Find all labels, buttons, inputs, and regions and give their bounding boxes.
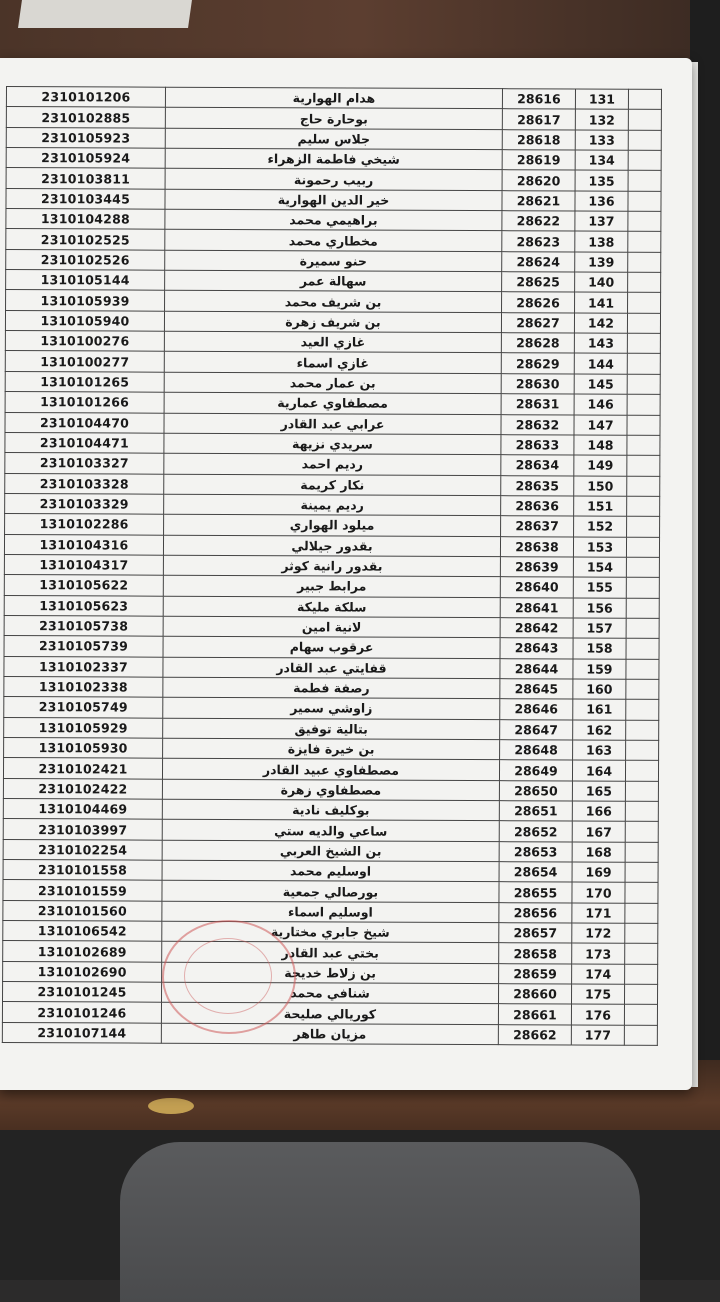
name-cell: حنو سميرة	[165, 250, 502, 272]
national-id-cell: 1310105940	[5, 310, 164, 331]
table-row	[3, 839, 658, 862]
name-cell: كوريالي صليحة	[161, 1003, 498, 1025]
row-number-cell: 177	[571, 1025, 624, 1046]
table-row	[3, 819, 658, 842]
table-row	[5, 351, 660, 374]
row-number-cell: 140	[575, 272, 628, 293]
table-row	[6, 87, 661, 110]
national-id-cell: 2310102885	[6, 107, 165, 128]
code-cell: 28624	[502, 251, 575, 272]
table-row	[2, 1002, 657, 1025]
name-cell: سلكة مليكة	[163, 596, 500, 618]
name-cell: شيخي فاطمة الزهراء	[165, 148, 502, 170]
row-number-cell: 139	[575, 252, 628, 273]
table-row	[4, 615, 659, 638]
name-cell: بقدور رانية كوثر	[163, 555, 500, 577]
code-cell: 28661	[498, 1004, 571, 1025]
row-number-cell: 174	[572, 964, 625, 985]
blank-cell	[626, 557, 659, 577]
row-number-cell: 146	[574, 394, 627, 415]
row-number-cell: 155	[573, 577, 626, 598]
name-cell: ساعي والديه ستي	[162, 820, 499, 842]
blank-cell	[628, 130, 661, 150]
code-cell: 28630	[501, 373, 574, 394]
blank-cell	[625, 923, 658, 943]
row-number-cell: 157	[573, 618, 626, 639]
code-cell: 28656	[499, 902, 572, 923]
table-row	[4, 595, 659, 618]
code-cell: 28626	[502, 292, 575, 313]
blank-cell	[626, 638, 659, 658]
code-cell: 28622	[502, 211, 575, 232]
code-cell: 28644	[500, 658, 573, 679]
name-cell: مخطاري محمد	[165, 230, 502, 252]
name-cell: ربيب رحمونة	[165, 169, 502, 191]
name-cell: اوسليم اسماء	[162, 901, 499, 923]
table-row	[4, 575, 659, 598]
table-row	[6, 148, 661, 171]
blank-cell	[628, 232, 661, 252]
national-id-cell: 2310105749	[4, 697, 163, 718]
national-id-cell: 1310104469	[3, 799, 162, 820]
table-row	[3, 758, 658, 781]
national-id-cell: 1310105939	[6, 290, 165, 311]
table-row	[3, 860, 658, 883]
row-number-cell: 156	[573, 598, 626, 619]
national-id-cell: 1310102286	[5, 514, 164, 535]
national-id-cell: 1310105144	[6, 270, 165, 291]
name-cell: لانية امين	[163, 616, 500, 638]
national-id-cell: 1310104317	[4, 554, 163, 575]
row-number-cell: 165	[572, 781, 625, 802]
table-row	[4, 656, 659, 679]
code-cell: 28649	[499, 760, 572, 781]
table-row	[5, 432, 660, 455]
national-id-cell: 1310105622	[4, 575, 163, 596]
row-number-cell: 142	[574, 313, 627, 334]
national-id-cell: 2310101558	[3, 860, 162, 881]
blank-cell	[626, 598, 659, 618]
national-id-cell: 2310102525	[6, 229, 165, 250]
name-cell: غازي اسماء	[164, 352, 501, 374]
row-number-cell: 131	[575, 89, 628, 110]
row-number-cell: 141	[575, 292, 628, 313]
national-id-cell: 1310102689	[3, 941, 162, 962]
row-number-cell: 173	[572, 943, 625, 964]
table-row	[4, 737, 659, 760]
blank-cell	[626, 537, 659, 557]
row-number-cell: 144	[574, 353, 627, 374]
blank-cell	[625, 903, 658, 923]
table-row	[6, 127, 661, 150]
blank-cell	[628, 191, 661, 211]
name-cell: مزيان طاهر	[161, 1023, 498, 1045]
national-id-cell: 2310101206	[6, 87, 165, 108]
blank-cell	[627, 435, 660, 455]
row-number-cell: 133	[575, 130, 628, 151]
row-number-cell: 167	[572, 821, 625, 842]
table-row	[3, 921, 658, 944]
name-cell: مصطفاوي زهرة	[162, 779, 499, 801]
table-row	[6, 209, 661, 232]
names-table	[2, 86, 662, 1046]
row-number-cell: 160	[573, 679, 626, 700]
national-id-cell: 2310103445	[6, 188, 165, 209]
table-row	[5, 331, 660, 354]
row-number-cell: 143	[574, 333, 627, 354]
blank-cell	[624, 1025, 657, 1045]
row-number-cell: 176	[571, 1004, 624, 1025]
blank-cell	[627, 313, 660, 333]
name-cell: ميلود الهواري	[164, 514, 501, 536]
table-row	[6, 249, 661, 272]
national-id-cell: 1310105623	[4, 595, 163, 616]
blank-cell	[625, 964, 658, 984]
table-row	[3, 961, 658, 984]
name-cell: رديم يمينة	[164, 494, 501, 516]
code-cell: 28647	[500, 719, 573, 740]
national-id-cell: 2310103811	[6, 168, 165, 189]
name-cell: بوكليف نادية	[162, 799, 499, 821]
code-cell: 28662	[498, 1024, 571, 1045]
table-row	[5, 371, 660, 394]
blank-cell	[626, 659, 659, 679]
national-id-cell: 2310102526	[6, 249, 165, 270]
blank-cell	[628, 171, 661, 191]
code-cell: 28651	[499, 801, 572, 822]
row-number-cell: 172	[572, 923, 625, 944]
table-row	[3, 982, 658, 1005]
row-number-cell: 145	[574, 374, 627, 395]
code-cell: 28618	[502, 129, 575, 150]
code-cell: 28635	[501, 475, 574, 496]
row-number-cell: 134	[575, 150, 628, 171]
blank-cell	[627, 455, 660, 475]
blank-cell	[625, 801, 658, 821]
blank-cell	[625, 862, 658, 882]
blank-cell	[627, 374, 660, 394]
national-id-cell: 1310105930	[4, 737, 163, 758]
blank-cell	[628, 252, 661, 272]
row-number-cell: 161	[573, 699, 626, 720]
row-number-cell: 148	[574, 435, 627, 456]
table-row	[6, 290, 661, 313]
national-id-cell: 1310102690	[3, 961, 162, 982]
table-row	[5, 453, 660, 476]
row-number-cell: 170	[572, 882, 625, 903]
national-id-cell: 1310100277	[5, 351, 164, 372]
name-cell: بن شريف زهرة	[164, 311, 501, 333]
code-cell: 28621	[502, 190, 575, 211]
blank-cell	[627, 496, 660, 516]
blank-cell	[626, 618, 659, 638]
code-cell: 28643	[500, 638, 573, 659]
table-row	[6, 270, 661, 293]
table-row	[4, 636, 659, 659]
blank-cell	[626, 700, 659, 720]
blank-cell	[626, 577, 659, 597]
name-cell: بن الشيخ العربي	[162, 840, 499, 862]
blank-cell	[628, 272, 661, 292]
row-number-cell: 164	[572, 760, 625, 781]
national-id-cell: 2310104471	[5, 432, 164, 453]
row-number-cell: 171	[572, 903, 625, 924]
code-cell: 28634	[501, 455, 574, 476]
row-number-cell: 149	[574, 455, 627, 476]
national-id-cell: 2310101559	[3, 880, 162, 901]
blank-cell	[627, 415, 660, 435]
name-cell: بن زلاط خديجة	[162, 962, 499, 984]
name-cell: مصطفاوي عمارية	[164, 392, 501, 414]
code-cell: 28625	[502, 272, 575, 293]
code-cell: 28616	[502, 89, 575, 110]
table-row	[3, 880, 658, 903]
code-cell: 28658	[499, 943, 572, 964]
national-id-cell: 1310106542	[3, 921, 162, 942]
blank-cell	[625, 944, 658, 964]
name-cell: بقدور جيلالي	[163, 535, 500, 557]
national-id-cell: 2310102254	[3, 839, 162, 860]
code-cell: 28660	[498, 984, 571, 1005]
blank-cell	[624, 1005, 657, 1025]
code-cell: 28645	[500, 679, 573, 700]
table-row	[6, 229, 661, 252]
name-cell: غازي العيد	[164, 331, 501, 353]
stamp-inner-ring	[184, 938, 272, 1014]
name-cell: بوحارة حاج	[165, 108, 502, 130]
name-cell: عرقوب سهام	[163, 636, 500, 658]
code-cell: 28627	[501, 312, 574, 333]
code-cell: 28652	[499, 821, 572, 842]
national-id-cell: 2310102421	[3, 758, 162, 779]
blank-cell	[625, 883, 658, 903]
desk-spot	[148, 1098, 194, 1114]
name-cell: براهيمي محمد	[165, 209, 502, 231]
name-cell: بورصالي جمعية	[162, 881, 499, 903]
code-cell: 28657	[499, 923, 572, 944]
name-cell: بن شريف محمد	[165, 291, 502, 313]
national-id-cell: 1310104288	[6, 209, 165, 230]
code-cell: 28632	[501, 414, 574, 435]
code-cell: 28628	[501, 333, 574, 354]
blank-cell	[626, 679, 659, 699]
name-cell: زاوشي سمير	[163, 698, 500, 720]
code-cell: 28619	[502, 150, 575, 171]
national-id-cell: 1310105929	[4, 717, 163, 738]
row-number-cell: 166	[572, 801, 625, 822]
row-number-cell: 136	[575, 191, 628, 212]
code-cell: 28629	[501, 353, 574, 374]
row-number-cell: 132	[575, 109, 628, 130]
official-stamp	[162, 920, 296, 1034]
blank-cell	[628, 89, 661, 109]
name-cell: شيخ جابري مختارية	[162, 921, 499, 943]
national-id-cell: 1310102337	[4, 656, 163, 677]
code-cell: 28641	[500, 597, 573, 618]
table-row	[4, 697, 659, 720]
name-cell: خير الدين الهوارية	[165, 189, 502, 211]
row-number-cell: 158	[573, 638, 626, 659]
table-row	[5, 514, 660, 537]
national-id-cell: 2310105924	[6, 148, 165, 169]
national-id-cell: 2310103329	[5, 493, 164, 514]
code-cell: 28623	[502, 231, 575, 252]
national-id-cell: 2310105739	[4, 636, 163, 657]
table-body	[2, 87, 661, 1046]
table-row	[5, 493, 660, 516]
table-row	[3, 778, 658, 801]
national-id-cell: 2310105738	[4, 615, 163, 636]
code-cell: 28617	[502, 109, 575, 130]
name-cell: رصفة فطمة	[163, 677, 500, 699]
name-cell: سريدي نزيهة	[164, 433, 501, 455]
table-row	[5, 392, 660, 415]
national-id-cell: 2310102422	[3, 778, 162, 799]
row-number-cell: 150	[574, 476, 627, 497]
table-row	[5, 473, 660, 496]
table-row	[5, 310, 660, 333]
national-id-cell: 2310103327	[5, 453, 164, 474]
code-cell: 28639	[500, 557, 573, 578]
national-id-cell: 2310101246	[2, 1002, 161, 1023]
table-row	[4, 554, 659, 577]
row-number-cell: 153	[573, 537, 626, 558]
code-cell: 28620	[502, 170, 575, 191]
jeans	[120, 1142, 640, 1302]
row-number-cell: 135	[575, 170, 628, 191]
code-cell: 28640	[500, 577, 573, 598]
national-id-cell: 2310105923	[6, 127, 165, 148]
name-cell: اوسليم محمد	[162, 860, 499, 882]
blank-cell	[627, 516, 660, 536]
name-cell: قفايتي عبد القادر	[163, 657, 500, 679]
blank-cell	[627, 394, 660, 414]
code-cell: 28650	[499, 780, 572, 801]
blank-cell	[628, 211, 661, 231]
row-number-cell: 152	[574, 516, 627, 537]
background-paper	[18, 0, 192, 28]
name-cell: بتالية توفيق	[163, 718, 500, 740]
blank-cell	[627, 333, 660, 353]
name-cell: شنافي محمد	[162, 982, 499, 1004]
row-number-cell: 162	[573, 720, 626, 741]
code-cell: 28648	[500, 740, 573, 761]
code-cell: 28642	[500, 618, 573, 639]
national-id-cell: 1310101265	[5, 371, 164, 392]
row-number-cell: 147	[574, 414, 627, 435]
row-number-cell: 175	[571, 984, 624, 1005]
code-cell: 28633	[501, 435, 574, 456]
row-number-cell: 169	[572, 862, 625, 883]
code-cell: 28653	[499, 841, 572, 862]
code-cell: 28636	[501, 496, 574, 517]
code-cell: 28638	[500, 536, 573, 557]
row-number-cell: 168	[572, 842, 625, 863]
row-number-cell: 159	[573, 659, 626, 680]
row-number-cell: 163	[573, 740, 626, 761]
name-cell: جلاس سليم	[165, 128, 502, 150]
name-cell: بختي عبد القادر	[162, 942, 499, 964]
national-id-cell: 1310102338	[4, 676, 163, 697]
row-number-cell: 154	[573, 557, 626, 578]
blank-cell	[625, 781, 658, 801]
blank-cell	[626, 740, 659, 760]
national-id-cell: 1310100276	[5, 331, 164, 352]
name-cell: مصطفاوي عبيد القادر	[162, 759, 499, 781]
table-row	[3, 799, 658, 822]
code-cell: 28646	[500, 699, 573, 720]
row-number-cell: 151	[574, 496, 627, 517]
name-cell: نكار كريمة	[164, 474, 501, 496]
blank-cell	[624, 984, 657, 1004]
name-cell: سهالة عمر	[165, 270, 502, 292]
row-number-cell: 138	[575, 231, 628, 252]
national-id-cell: 2310101560	[3, 900, 162, 921]
table-row	[3, 900, 658, 923]
blank-cell	[628, 150, 661, 170]
blank-cell	[627, 354, 660, 374]
blank-cell	[626, 720, 659, 740]
row-number-cell: 137	[575, 211, 628, 232]
table-row	[6, 188, 661, 211]
national-id-cell: 1310104316	[4, 534, 163, 555]
name-cell: بن عمار محمد	[164, 372, 501, 394]
code-cell: 28659	[499, 963, 572, 984]
blank-cell	[628, 110, 661, 130]
name-cell: هدام الهوارية	[165, 87, 502, 109]
blank-cell	[627, 476, 660, 496]
code-cell: 28637	[501, 516, 574, 537]
table-row	[5, 412, 660, 435]
code-cell: 28631	[501, 394, 574, 415]
code-cell: 28655	[499, 882, 572, 903]
name-cell: بن خيرة فايزة	[163, 738, 500, 760]
name-cell: مرابط جبير	[163, 575, 500, 597]
national-id-cell: 2310107144	[2, 1022, 161, 1043]
blank-cell	[625, 842, 658, 862]
national-id-cell: 2310101245	[3, 982, 162, 1003]
national-id-cell: 1310101266	[5, 392, 164, 413]
table-row	[6, 168, 661, 191]
blank-cell	[625, 822, 658, 842]
table-row	[2, 1022, 657, 1045]
name-cell: رديم احمد	[164, 453, 501, 475]
table-row	[4, 534, 659, 557]
table-row	[4, 676, 659, 699]
national-id-cell: 2310104470	[5, 412, 164, 433]
blank-cell	[625, 761, 658, 781]
table-row	[3, 941, 658, 964]
table-row	[4, 717, 659, 740]
code-cell: 28654	[499, 862, 572, 883]
table-row	[6, 107, 661, 130]
national-id-cell: 2310103328	[5, 473, 164, 494]
name-cell: عرابي عبد القادر	[164, 413, 501, 435]
national-id-cell: 2310103997	[3, 819, 162, 840]
blank-cell	[628, 293, 661, 313]
